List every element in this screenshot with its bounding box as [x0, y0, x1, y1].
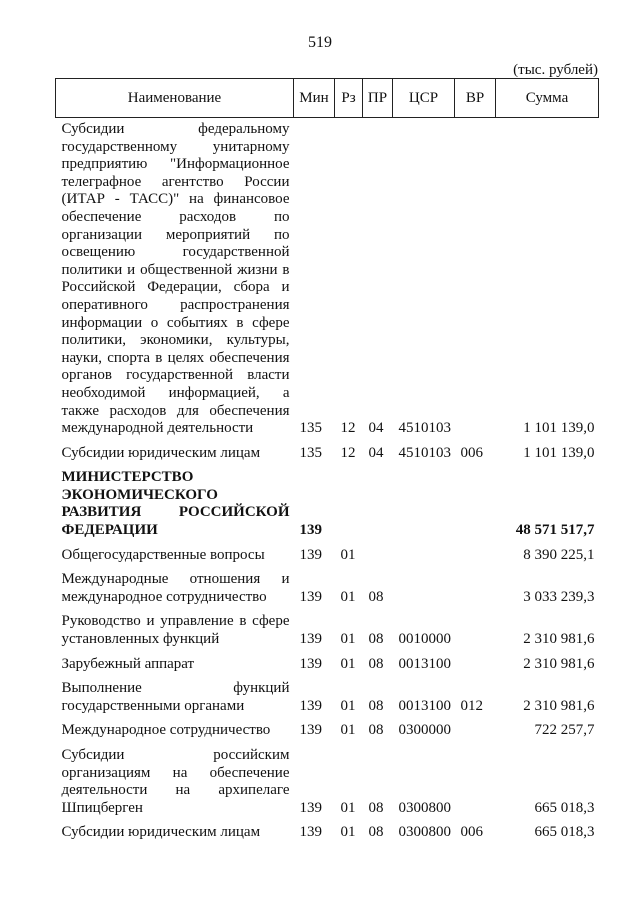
row-vr [455, 462, 496, 539]
row-name: Субсидии юридическим лицам [61, 824, 261, 841]
row-pr: 04 [368, 420, 384, 437]
row-vr [455, 649, 496, 674]
units-label: (тыс. рублей) [513, 62, 598, 78]
row-sum: 665 018,3 [534, 799, 595, 816]
row-rz: 01 [340, 799, 356, 816]
table-row [56, 606, 599, 648]
row-csr: 0300000 [398, 722, 451, 739]
row-pr: 08 [368, 631, 384, 648]
row-pr: 08 [368, 799, 384, 816]
row-sum: 1 101 139,0 [523, 444, 595, 461]
row-vr [455, 740, 496, 817]
row-rz [335, 462, 363, 539]
row-sum: 2 310 981,6 [523, 631, 595, 648]
row-vr [455, 540, 496, 565]
row-pr: 08 [368, 824, 384, 841]
row-sum: 665 018,3 [534, 824, 595, 841]
table-row [56, 817, 599, 842]
table-row [56, 438, 599, 463]
row-csr: 0010000 [398, 631, 451, 648]
row-vr [455, 715, 496, 740]
row-min: 139 [299, 799, 322, 816]
row-pr: 08 [368, 722, 384, 739]
row-min: 139 [299, 546, 322, 563]
row-name: Общегосударственные вопросы [61, 546, 265, 563]
row-pr: 08 [368, 697, 384, 714]
row-csr [393, 540, 455, 565]
header-name: Наименование [56, 79, 294, 118]
page-number: 519 [308, 34, 332, 51]
row-pr: 08 [368, 655, 384, 672]
row-min: 139 [299, 588, 322, 605]
row-csr: 4510103 [398, 444, 451, 461]
row-rz: 12 [340, 444, 356, 461]
row-min: 139 [299, 697, 322, 714]
header-vr: ВР [455, 79, 496, 118]
row-sum: 8 390 225,1 [523, 546, 595, 563]
table-row [56, 564, 599, 606]
row-rz: 01 [340, 722, 356, 739]
row-pr [363, 462, 393, 539]
header-sum: Сумма [496, 79, 599, 118]
row-min: 135 [299, 444, 322, 461]
row-vr [455, 564, 496, 606]
row-min: 139 [299, 655, 322, 672]
row-sum: 1 101 139,0 [523, 420, 595, 437]
header-rz: Рз [335, 79, 363, 118]
row-csr: 4510103 [398, 420, 451, 437]
header-csr: ЦСР [393, 79, 455, 118]
row-name: Международные отношения и международное сотрудничество [61, 571, 290, 605]
row-rz: 01 [340, 546, 356, 563]
table-header-row [56, 79, 599, 118]
table-row [56, 649, 599, 674]
row-name: МИНИСТЕРСТВО ЭКОНОМИЧЕСКОГО РАЗВИТИЯ РОССИЙСКОЙ ФЕДЕРАЦИИ [61, 469, 290, 539]
table-row [56, 740, 599, 817]
row-sum: 722 257,7 [534, 722, 595, 739]
row-pr: 04 [368, 444, 384, 461]
row-sum: 2 310 981,6 [523, 697, 595, 714]
table-row [56, 462, 599, 539]
row-name: Субсидии российским организациям на обеспечение деятельности на архипелаге Шпицберген [61, 747, 290, 816]
row-rz: 01 [340, 588, 356, 605]
row-vr: 012 [460, 697, 483, 714]
row-csr: 0300800 [398, 824, 451, 841]
row-min: 139 [299, 824, 322, 841]
row-csr: 0013100 [398, 655, 451, 672]
header-min: Мин [294, 79, 335, 118]
table-row [56, 673, 599, 715]
row-vr: 006 [460, 824, 483, 841]
row-name: Руководство и управление в сфере установленных функций [61, 613, 290, 648]
budget-table [55, 78, 599, 842]
row-csr [393, 564, 455, 606]
row-rz: 01 [340, 697, 356, 714]
table-row [56, 118, 599, 438]
row-vr: 006 [460, 444, 483, 461]
row-min: 139 [299, 522, 322, 539]
table-row [56, 715, 599, 740]
row-pr: 08 [368, 588, 384, 605]
row-name: Субсидии федеральному государственному унитарному предприятию "Информационное телеграфное агентство России (ИТАР - ТАСС)" на финансовое обеспечение расходов по организации мероприятий по освещению государственной политики и общественной жизни в Российской Федерации, сбора и оперативного распространения информации о событиях в сфере политики, экономики, культуры, науки, спорта в целях обеспечения органов государственной власти необходимой информацией, а также расходов для обеспечения международной деятельности [61, 121, 290, 437]
row-min: 139 [299, 631, 322, 648]
row-vr [455, 606, 496, 648]
row-name: Выполнение функций государственными органами [61, 680, 290, 714]
header-pr: ПР [363, 79, 393, 118]
row-name: Международное сотрудничество [61, 722, 271, 739]
row-min: 139 [299, 722, 322, 739]
row-sum: 48 571 517,7 [515, 522, 595, 539]
row-rz: 01 [340, 655, 356, 672]
row-csr: 0013100 [398, 697, 451, 714]
table-row [56, 540, 599, 565]
row-sum: 2 310 981,6 [523, 655, 595, 672]
row-csr: 0300800 [398, 799, 451, 816]
row-sum: 3 033 239,3 [523, 588, 595, 605]
row-name: Зарубежный аппарат [61, 655, 195, 672]
row-rz: 01 [340, 824, 356, 841]
row-vr [455, 118, 496, 438]
row-rz: 12 [340, 420, 356, 437]
row-name: Субсидии юридическим лицам [61, 444, 261, 461]
row-csr [393, 462, 455, 539]
row-min: 135 [299, 420, 322, 437]
row-pr [363, 540, 393, 565]
row-rz: 01 [340, 631, 356, 648]
